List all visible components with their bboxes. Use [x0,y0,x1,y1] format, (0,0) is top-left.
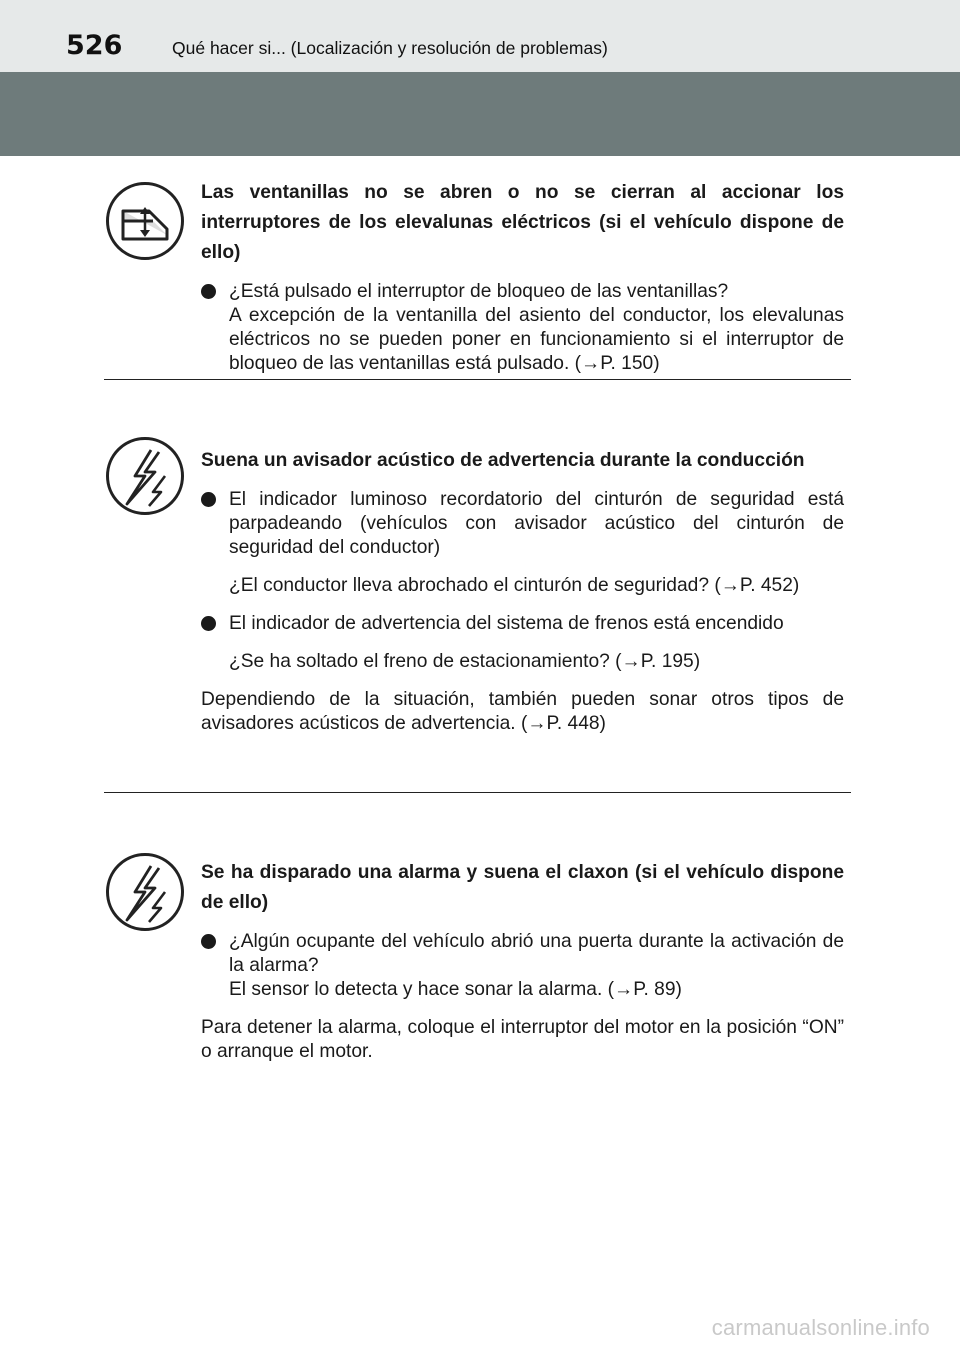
list-item [201,280,844,376]
bullet-body: El sensor lo detecta y hace sonar la alarma. (→P. 89) [229,979,682,1000]
section-heading: Suena un avisador acústico de advertencia durante la conducción [201,450,805,471]
bullet-icon [201,492,216,507]
list-item [201,930,844,1002]
bullet-question: ¿Algún ocupante del vehículo abrió una puerta durante la activación de la alarma? [229,931,844,976]
list-item [201,488,844,560]
section-warning-buzzer [201,446,844,742]
bullet-icon [201,616,216,631]
section-divider [104,792,851,793]
watermark: carmanualsonline.info [711,1315,930,1340]
bullet-note: ¿Se ha soltado el freno de estacionamiento? (→P. 195) [229,651,701,672]
warning-sound-icon [106,437,184,515]
closing-text: Dependiendo de la situación, también pueden sonar otros tipos de avisadores acústicos de advertencia. (→P. 448) [201,689,844,734]
bullet-body: A excepción de la ventanilla del asiento del conductor, los elevalunas eléctricos no se pueden poner en funcionamiento si el interruptor de bloqueo de las ventanillas está pulsado. (→P. 150) [229,305,844,374]
closing-text: Para detener la alarma, coloque el interruptor del motor en la posición “ON” o arranque el motor. [201,1017,844,1062]
section-heading: Las ventanillas no se abren o no se cierran al accionar los interruptores de los elevalunas eléctricos (si el vehículo dispone de ello) [201,182,844,263]
section-divider [104,379,851,380]
power-window-icon [106,182,184,260]
bullet-icon [201,284,216,299]
section-windows [201,178,844,382]
page-title: Qué hacer si... (Localización y resolución de problemas) [172,38,608,58]
header-strip [0,0,960,72]
bullet-text: El indicador luminoso recordatorio del cinturón de seguridad está parpadeando (vehículos con avisador acústico del cinturón de seguridad del conductor) [229,489,844,558]
bullet-note: ¿El conductor lleva abrochado el cinturón de seguridad? (→P. 452) [229,575,800,596]
page-number: 526 [66,30,123,61]
bullet-icon [201,934,216,949]
section-alarm [201,858,844,1070]
bullet-question: ¿Está pulsado el interruptor de bloqueo de las ventanillas? [229,281,729,302]
header-band [0,72,960,156]
bullet-text: El indicador de advertencia del sistema de frenos está encendido [229,613,784,634]
alarm-sound-icon [106,853,184,931]
list-item [201,612,844,636]
section-heading: Se ha disparado una alarma y suena el claxon (si el vehículo dispone de ello) [201,862,844,913]
